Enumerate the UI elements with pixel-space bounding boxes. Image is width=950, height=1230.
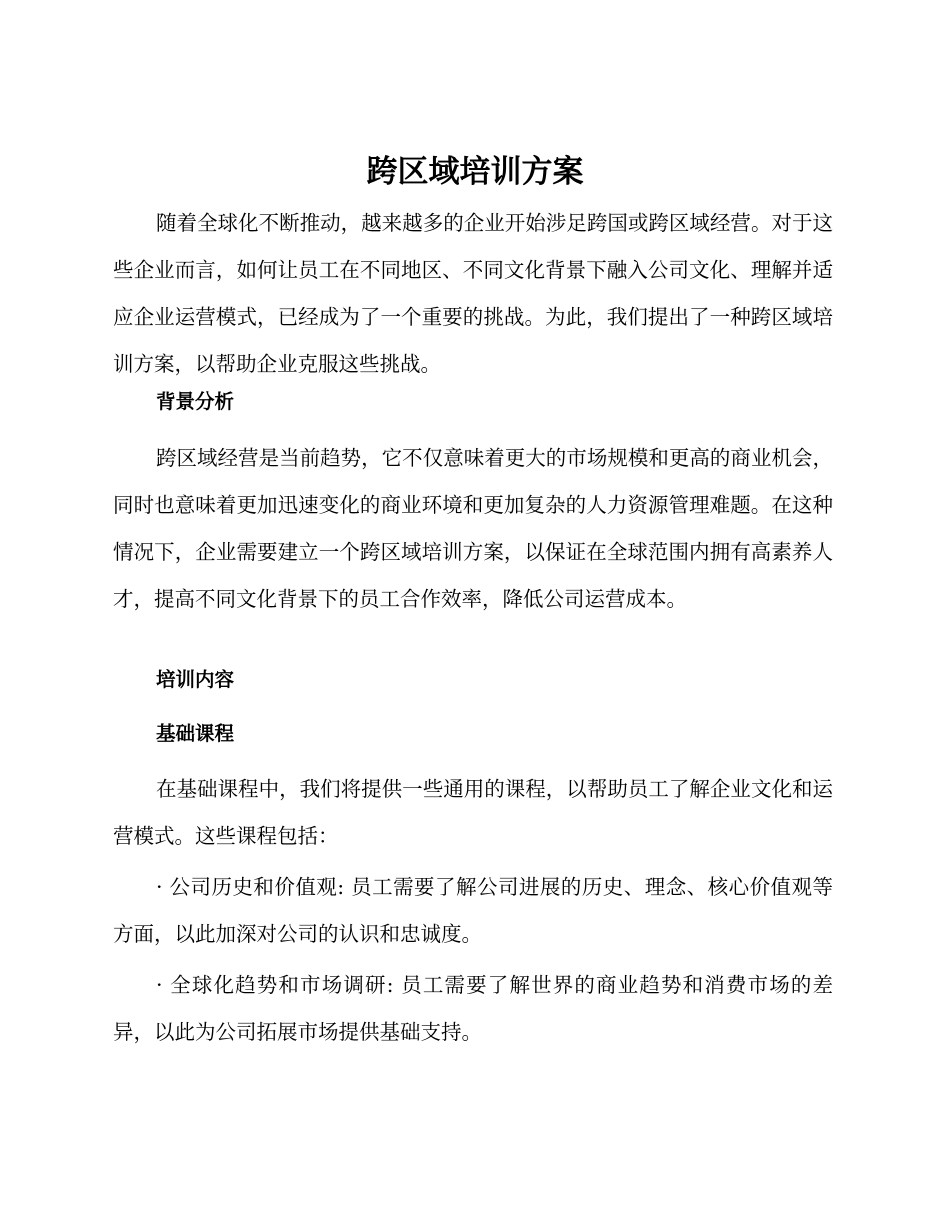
bullet-item-company-history: · 公司历史和价值观: 员工需要了解公司进展的历史、理念、核心价值观等方面，以此加深对公司的认识和忠诚度。 [113, 875, 833, 946]
basic-courses-paragraph: 在基础课程中，我们将提供一些通用的课程，以帮助员工了解企业文化和运营模式。这些课程包括： [113, 777, 833, 848]
bullet-item-globalization: · 全球化趋势和市场调研: 员工需要了解世界的商业趋势和消费市场的差异，以此为公司拓展市场提供基础支持。 [113, 973, 833, 1044]
section-heading-training-content: 培训内容 [156, 668, 235, 691]
background-paragraph: 跨区域经营是当前趋势，它不仅意味着更大的市场规模和更高的商业机会，同时也意味着更加迅速变化的商业环境和更加复杂的人力资源管理难题。在这种情况下，企业需要建立一个跨区域培训方案，以保证在全球范围内拥有高素养人才，提高不同文化背景下的员工合作效率，降低公司运营成本。 [113, 446, 833, 611]
document-title: 跨区域培训方案 [366, 154, 584, 190]
section-heading-background: 背景分析 [156, 390, 235, 413]
section-heading-basic-courses: 基础课程 [156, 722, 235, 745]
intro-paragraph: 随着全球化不断推动，越来越多的企业开始涉足跨国或跨区域经营。对于这些企业而言，如何让员工在不同地区、不同文化背景下融入公司文化、理解并适应企业运营模式，已经成为了一个重要的挑战。为此，我们提出了一种跨区域培训方案，以帮助企业克服这些挑战。 [113, 211, 833, 376]
